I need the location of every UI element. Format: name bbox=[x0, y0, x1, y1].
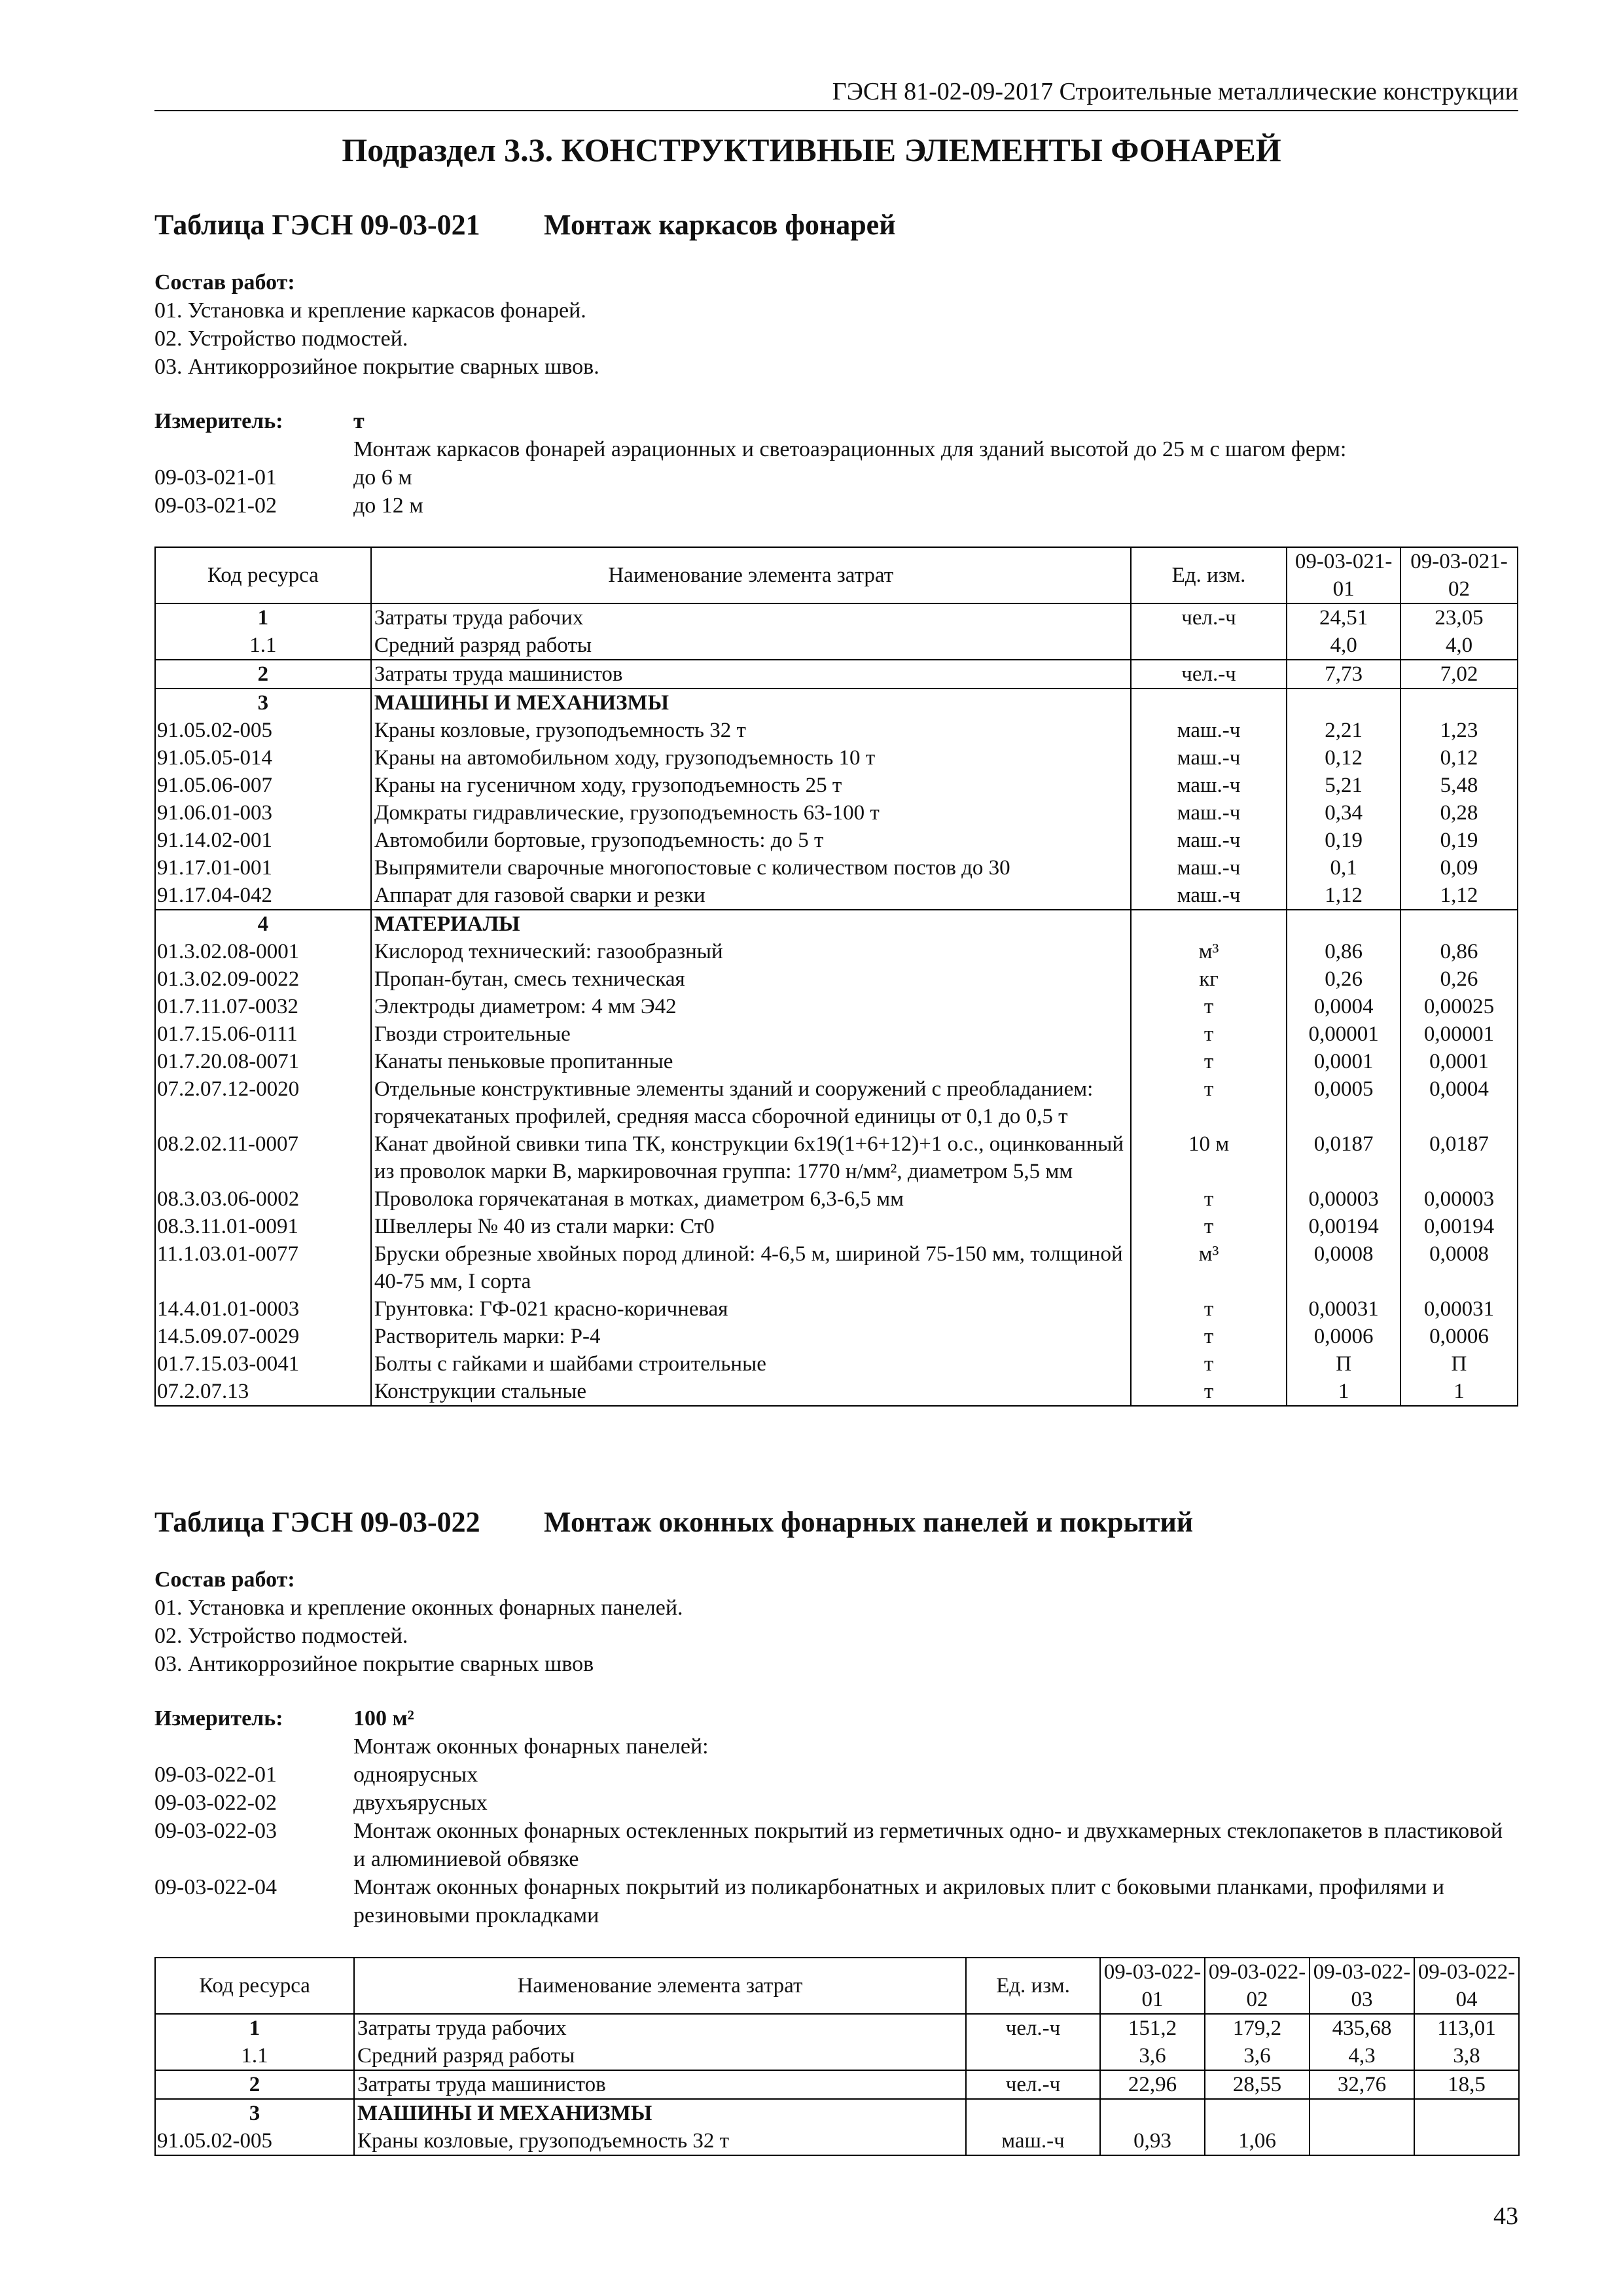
work-heading: Состав работ: bbox=[154, 270, 295, 295]
norm-value: 0,86 bbox=[1400, 938, 1518, 965]
table-row bbox=[155, 938, 1518, 965]
variant-code: 09-03-021-01 bbox=[154, 465, 277, 490]
norm-value bbox=[1287, 689, 1400, 717]
resource-name: Домкраты гидравлические, грузоподъемность 63-100 т bbox=[371, 799, 1131, 827]
resource-unit: маш.-ч bbox=[1131, 717, 1287, 744]
resource-name: Бруски обрезные хвойных пород длиной: 4-6,5 м, шириной 75-150 мм, толщиной 40-75 мм, I сорта bbox=[371, 1240, 1131, 1295]
resource-unit bbox=[1131, 910, 1287, 938]
norm-value: 1,12 bbox=[1287, 882, 1400, 910]
resource-name: Конструкции стальные bbox=[371, 1378, 1131, 1406]
norm-value: 22,96 bbox=[1100, 2070, 1205, 2099]
variant-text: Монтаж оконных фонарных остекленных покрытий из герметичных одно- и двухкамерных стеклопакетов в пластиковой и алюминиевой обвязке bbox=[353, 1819, 1503, 1871]
resource-unit: чел.-ч bbox=[1131, 603, 1287, 632]
norm-value: 0,1 bbox=[1287, 854, 1400, 882]
resource-name: Гвозди строительные bbox=[371, 1020, 1131, 1048]
resource-name: Грунтовка: ГФ-021 красно-коричневая bbox=[371, 1295, 1131, 1323]
norm-value: 0,34 bbox=[1287, 799, 1400, 827]
resource-name: Краны на автомобильном ходу, грузоподъемность 10 т bbox=[371, 744, 1131, 772]
resource-name: Канаты пеньковые пропитанные bbox=[371, 1048, 1131, 1075]
resource-unit: т bbox=[1131, 1075, 1287, 1130]
norm-value: 0,00003 bbox=[1287, 1185, 1400, 1213]
norm-value: 0,0187 bbox=[1400, 1130, 1518, 1185]
meter-label: Измеритель: bbox=[154, 409, 283, 433]
table-row bbox=[155, 689, 1518, 717]
norm-value: 4,0 bbox=[1287, 632, 1400, 660]
norm-value: 4,0 bbox=[1400, 632, 1518, 660]
norm-value: 151,2 bbox=[1100, 2014, 1205, 2042]
resource-unit: маш.-ч bbox=[1131, 882, 1287, 910]
norm-value: 28,55 bbox=[1205, 2070, 1310, 2099]
resource-unit: т bbox=[1131, 1213, 1287, 1240]
norm-value: 0,0005 bbox=[1287, 1075, 1400, 1130]
resource-unit: чел.-ч bbox=[966, 2070, 1100, 2099]
resource-unit: маш.-ч bbox=[1131, 854, 1287, 882]
norm-value: 3,6 bbox=[1205, 2042, 1310, 2070]
resource-unit: м³ bbox=[1131, 1240, 1287, 1295]
variant-code: 09-03-021-02 bbox=[154, 493, 277, 518]
resource-code: 1.1 bbox=[155, 2042, 354, 2070]
table-row bbox=[155, 1350, 1518, 1378]
table-header-row bbox=[155, 547, 1518, 603]
resource-code: 08.2.02.11-0007 bbox=[155, 1130, 371, 1185]
table-row bbox=[155, 2042, 1519, 2070]
variant-code: 09-03-022-01 bbox=[154, 1763, 277, 1787]
resource-unit: т bbox=[1131, 1378, 1287, 1406]
norm-value: П bbox=[1400, 1350, 1518, 1378]
norm-value: 0,86 bbox=[1287, 938, 1400, 965]
header-variant: 09-03-022-03 bbox=[1310, 1958, 1414, 2014]
norm-value: 0,26 bbox=[1400, 965, 1518, 993]
norm-value: 2,21 bbox=[1287, 717, 1400, 744]
norm-value bbox=[1310, 2127, 1414, 2155]
resource-code: 91.17.01-001 bbox=[155, 854, 371, 882]
norm-value: 0,19 bbox=[1400, 827, 1518, 854]
norm-value: 5,48 bbox=[1400, 772, 1518, 799]
table-row bbox=[155, 1213, 1518, 1240]
resource-name: Затраты труда рабочих bbox=[354, 2014, 966, 2042]
table-header-row bbox=[155, 1958, 1519, 2014]
resource-unit: т bbox=[1131, 1295, 1287, 1323]
table-row bbox=[155, 2014, 1519, 2042]
norm-value bbox=[1400, 689, 1518, 717]
resource-code: 01.7.15.06-0111 bbox=[155, 1020, 371, 1048]
resource-name: Краны козловые, грузоподъемность 32 т bbox=[354, 2127, 966, 2155]
meter-intro: Монтаж оконных фонарных панелей: bbox=[353, 1734, 709, 1759]
table-row bbox=[155, 717, 1518, 744]
section-title: Подраздел 3.3. КОНСТРУКТИВНЫЕ ЭЛЕМЕНТЫ ФОНАРЕЙ bbox=[342, 132, 1281, 168]
resource-code: 4 bbox=[155, 910, 371, 938]
resource-name: МАШИНЫ И МЕХАНИЗМЫ bbox=[371, 689, 1131, 717]
norm-value bbox=[1310, 2099, 1414, 2127]
table-row bbox=[155, 910, 1518, 938]
norm-value: 0,00001 bbox=[1400, 1020, 1518, 1048]
header-variant: 09-03-021-01 bbox=[1287, 547, 1400, 603]
norm-value: 435,68 bbox=[1310, 2014, 1414, 2042]
resource-unit: маш.-ч bbox=[1131, 799, 1287, 827]
header-name: Наименование элемента затрат bbox=[354, 1958, 966, 2014]
norm-value: 179,2 bbox=[1205, 2014, 1310, 2042]
resource-code: 14.4.01.01-0003 bbox=[155, 1295, 371, 1323]
resource-unit: т bbox=[1131, 1350, 1287, 1378]
norm-value: 0,0001 bbox=[1287, 1048, 1400, 1075]
work-heading: Состав работ: bbox=[154, 1568, 295, 1592]
norm-value bbox=[1100, 2099, 1205, 2127]
norm-value: 0,0004 bbox=[1287, 993, 1400, 1020]
header-variant: 09-03-022-01 bbox=[1100, 1958, 1205, 2014]
header-variant: 09-03-021-02 bbox=[1400, 547, 1518, 603]
resource-code: 01.7.20.08-0071 bbox=[155, 1048, 371, 1075]
resource-code: 08.3.11.01-0091 bbox=[155, 1213, 371, 1240]
table-row bbox=[155, 1130, 1518, 1185]
resource-code: 3 bbox=[155, 2099, 354, 2127]
running-header bbox=[154, 73, 1518, 111]
norm-value: 0,26 bbox=[1287, 965, 1400, 993]
resource-code: 01.7.11.07-0032 bbox=[155, 993, 371, 1020]
norm-value: 0,12 bbox=[1287, 744, 1400, 772]
resource-name: Пропан-бутан, смесь техническая bbox=[371, 965, 1131, 993]
resource-code: 2 bbox=[155, 2070, 354, 2099]
variant-code: 09-03-022-02 bbox=[154, 1791, 277, 1815]
norm-value: 0,28 bbox=[1400, 799, 1518, 827]
resource-unit: маш.-ч bbox=[1131, 772, 1287, 799]
resource-code: 91.14.02-001 bbox=[155, 827, 371, 854]
norm-value bbox=[1400, 910, 1518, 938]
variant-text: до 6 м bbox=[353, 465, 412, 490]
variant-text: одноярусных bbox=[353, 1763, 478, 1787]
table-1-title: Монтаж каркасов фонарей bbox=[544, 209, 896, 241]
table-row bbox=[155, 1323, 1518, 1350]
table-row bbox=[155, 854, 1518, 882]
resource-name: МАТЕРИАЛЫ bbox=[371, 910, 1131, 938]
table-row bbox=[155, 965, 1518, 993]
resource-name: Выпрямители сварочные многопостовые с количеством постов до 30 bbox=[371, 854, 1131, 882]
resource-unit: т bbox=[1131, 1048, 1287, 1075]
norm-value: 0,00001 bbox=[1287, 1020, 1400, 1048]
header-unit: Ед. изм. bbox=[966, 1958, 1100, 2014]
resource-name: Затраты труда машинистов bbox=[354, 2070, 966, 2099]
table-row bbox=[155, 993, 1518, 1020]
header-name: Наименование элемента затрат bbox=[371, 547, 1131, 603]
norm-value bbox=[1205, 2099, 1310, 2127]
rates-table-1 bbox=[154, 547, 1518, 1407]
resource-name: Растворитель марки: Р-4 bbox=[371, 1323, 1131, 1350]
resource-name: МАШИНЫ И МЕХАНИЗМЫ bbox=[354, 2099, 966, 2127]
table-row bbox=[155, 1048, 1518, 1075]
running-header-text: ГЭСН 81-02-09-2017 Строительные металлические конструкции bbox=[832, 78, 1518, 105]
table-1-code: Таблица ГЭСН 09-03-021 bbox=[154, 209, 480, 241]
norm-value: 1,06 bbox=[1205, 2127, 1310, 2155]
norm-value: 0,00194 bbox=[1400, 1213, 1518, 1240]
resource-code: 91.06.01-003 bbox=[155, 799, 371, 827]
resource-name: Канат двойной свивки типа ТК, конструкции 6х19(1+6+12)+1 о.с., оцинкованный из проволок марки В, маркировочная группа: 1770 н/мм², диаметром 5,5 мм bbox=[371, 1130, 1131, 1185]
norm-value: 0,93 bbox=[1100, 2127, 1205, 2155]
table-row bbox=[155, 1075, 1518, 1130]
norm-value: 0,12 bbox=[1400, 744, 1518, 772]
norm-value: 0,0004 bbox=[1400, 1075, 1518, 1130]
norm-value: 0,0001 bbox=[1400, 1048, 1518, 1075]
resource-unit: чел.-ч bbox=[966, 2014, 1100, 2042]
norm-value: 0,00194 bbox=[1287, 1213, 1400, 1240]
resource-code: 91.05.02-005 bbox=[155, 717, 371, 744]
resource-unit: чел.-ч bbox=[1131, 660, 1287, 689]
norm-value: 3,6 bbox=[1100, 2042, 1205, 2070]
resource-code: 01.7.15.03-0041 bbox=[155, 1350, 371, 1378]
norm-value: 0,0008 bbox=[1287, 1240, 1400, 1295]
resource-unit bbox=[1131, 632, 1287, 660]
table-row bbox=[155, 1020, 1518, 1048]
norm-value: 0,0006 bbox=[1287, 1323, 1400, 1350]
header-unit: Ед. изм. bbox=[1131, 547, 1287, 603]
header-code: Код ресурса bbox=[155, 1958, 354, 2014]
norm-value bbox=[1414, 2127, 1519, 2155]
norm-value: 24,51 bbox=[1287, 603, 1400, 632]
work-item: 02. Устройство подмостей. bbox=[154, 327, 408, 351]
norm-value: 32,76 bbox=[1310, 2070, 1414, 2099]
resource-code: 01.3.02.09-0022 bbox=[155, 965, 371, 993]
norm-value: 7,73 bbox=[1287, 660, 1400, 689]
norm-value: 0,19 bbox=[1287, 827, 1400, 854]
resource-code: 2 bbox=[155, 660, 371, 689]
resource-unit bbox=[966, 2099, 1100, 2127]
norm-value: 0,00031 bbox=[1287, 1295, 1400, 1323]
resource-name: Проволока горячекатаная в мотках, диаметром 6,3-6,5 мм bbox=[371, 1185, 1131, 1213]
resource-name: Швеллеры № 40 из стали марки: Ст0 bbox=[371, 1213, 1131, 1240]
resource-unit: маш.-ч bbox=[1131, 744, 1287, 772]
resource-code: 91.05.02-005 bbox=[155, 2127, 354, 2155]
table-row bbox=[155, 1295, 1518, 1323]
resource-unit: т bbox=[1131, 1020, 1287, 1048]
norm-value: П bbox=[1287, 1350, 1400, 1378]
resource-name: Кислород технический: газообразный bbox=[371, 938, 1131, 965]
resource-name: Отдельные конструктивные элементы зданий и сооружений с преобладанием: горячекатаных профилей, средняя масса сборочной единицы от 0,1 до 0,5 т bbox=[371, 1075, 1131, 1130]
resource-unit: т bbox=[1131, 1185, 1287, 1213]
resource-unit: кг bbox=[1131, 965, 1287, 993]
meter-unit: т bbox=[353, 409, 365, 433]
norm-value: 0,09 bbox=[1400, 854, 1518, 882]
resource-unit: маш.-ч bbox=[1131, 827, 1287, 854]
header-code: Код ресурса bbox=[155, 547, 371, 603]
resource-name: Затраты труда рабочих bbox=[371, 603, 1131, 632]
header-variant: 09-03-022-02 bbox=[1205, 1958, 1310, 2014]
norm-value: 0,00025 bbox=[1400, 993, 1518, 1020]
resource-unit bbox=[1131, 689, 1287, 717]
resource-code: 07.2.07.12-0020 bbox=[155, 1075, 371, 1130]
norm-value: 7,02 bbox=[1400, 660, 1518, 689]
table-row bbox=[155, 2127, 1519, 2155]
norm-value: 0,00003 bbox=[1400, 1185, 1518, 1213]
resource-name: Аппарат для газовой сварки и резки bbox=[371, 882, 1131, 910]
resource-code: 1.1 bbox=[155, 632, 371, 660]
table-row bbox=[155, 1185, 1518, 1213]
norm-value bbox=[1414, 2099, 1519, 2127]
resource-code: 91.05.05-014 bbox=[155, 744, 371, 772]
norm-value: 23,05 bbox=[1400, 603, 1518, 632]
norm-value: 1,12 bbox=[1400, 882, 1518, 910]
norm-value: 4,3 bbox=[1310, 2042, 1414, 2070]
table-1-work-list bbox=[154, 268, 599, 381]
variant-code: 09-03-022-03 bbox=[154, 1819, 277, 1843]
resource-code: 11.1.03.01-0077 bbox=[155, 1240, 371, 1295]
resource-code: 1 bbox=[155, 2014, 354, 2042]
resource-code: 91.05.06-007 bbox=[155, 772, 371, 799]
resource-name: Средний разряд работы bbox=[354, 2042, 966, 2070]
resource-name: Затраты труда машинистов bbox=[371, 660, 1131, 689]
resource-code: 1 bbox=[155, 603, 371, 632]
variant-text: двухъярусных bbox=[353, 1791, 488, 1815]
table-row bbox=[155, 603, 1518, 632]
work-item: 03. Антикоррозийное покрытие сварных швов bbox=[154, 1652, 594, 1676]
resource-name: Болты с гайками и шайбами строительные bbox=[371, 1350, 1131, 1378]
table-row bbox=[155, 2099, 1519, 2127]
norm-value: 3,8 bbox=[1414, 2042, 1519, 2070]
work-item: 02. Устройство подмостей. bbox=[154, 1624, 408, 1648]
resource-unit: т bbox=[1131, 1323, 1287, 1350]
table-row bbox=[155, 1378, 1518, 1406]
norm-value: 1 bbox=[1287, 1378, 1400, 1406]
resource-unit: м³ bbox=[1131, 938, 1287, 965]
resource-code: 01.3.02.08-0001 bbox=[155, 938, 371, 965]
norm-value: 0,0006 bbox=[1400, 1323, 1518, 1350]
resource-unit: т bbox=[1131, 993, 1287, 1020]
resource-name: Средний разряд работы bbox=[371, 632, 1131, 660]
meter-intro: Монтаж каркасов фонарей аэрационных и светоаэрационных для зданий высотой до 25 м с шагом ферм: bbox=[353, 437, 1347, 461]
header-variant: 09-03-022-04 bbox=[1414, 1958, 1519, 2014]
variant-text: до 12 м bbox=[353, 493, 423, 518]
norm-value: 113,01 bbox=[1414, 2014, 1519, 2042]
meter-label: Измеритель: bbox=[154, 1706, 283, 1731]
table-2-code: Таблица ГЭСН 09-03-022 bbox=[154, 1506, 480, 1538]
resource-code: 08.3.03.06-0002 bbox=[155, 1185, 371, 1213]
norm-value bbox=[1287, 910, 1400, 938]
resource-unit: 10 м bbox=[1131, 1130, 1287, 1185]
table-row bbox=[155, 827, 1518, 854]
norm-value: 0,0187 bbox=[1287, 1130, 1400, 1185]
table-row bbox=[155, 799, 1518, 827]
norm-value: 18,5 bbox=[1414, 2070, 1519, 2099]
table-row bbox=[155, 882, 1518, 910]
norm-value: 0,0008 bbox=[1400, 1240, 1518, 1295]
variant-code: 09-03-022-04 bbox=[154, 1875, 277, 1899]
meter-unit: 100 м² bbox=[353, 1706, 414, 1731]
table-row bbox=[155, 632, 1518, 660]
table-row bbox=[155, 660, 1518, 689]
variant-text: Монтаж оконных фонарных покрытий из поликарбонатных и акриловых плит с боковыми планками, профилями и резиновыми прокладками bbox=[353, 1875, 1444, 1928]
norm-value: 1 bbox=[1400, 1378, 1518, 1406]
resource-unit bbox=[966, 2042, 1100, 2070]
rates-table-2 bbox=[154, 1957, 1520, 2156]
work-item: 01. Установка и крепление каркасов фонарей. bbox=[154, 298, 586, 323]
table-2-work-list bbox=[154, 1566, 683, 1678]
resource-name: Краны козловые, грузоподъемность 32 т bbox=[371, 717, 1131, 744]
resource-code: 07.2.07.13 bbox=[155, 1378, 371, 1406]
table-row bbox=[155, 1240, 1518, 1295]
norm-value: 0,00031 bbox=[1400, 1295, 1518, 1323]
table-2-title: Монтаж оконных фонарных панелей и покрытий bbox=[544, 1506, 1194, 1538]
table-row bbox=[155, 772, 1518, 799]
resource-code: 3 bbox=[155, 689, 371, 717]
resource-name: Автомобили бортовые, грузоподъемность: до 5 т bbox=[371, 827, 1131, 854]
table-row bbox=[155, 2070, 1519, 2099]
resource-name: Электроды диаметром: 4 мм Э42 bbox=[371, 993, 1131, 1020]
work-item: 01. Установка и крепление оконных фонарных панелей. bbox=[154, 1596, 683, 1620]
page-number: 43 bbox=[1493, 2202, 1518, 2230]
resource-code: 91.17.04-042 bbox=[155, 882, 371, 910]
norm-value: 5,21 bbox=[1287, 772, 1400, 799]
work-item: 03. Антикоррозийное покрытие сварных швов. bbox=[154, 355, 599, 379]
resource-unit: маш.-ч bbox=[966, 2127, 1100, 2155]
table-row bbox=[155, 744, 1518, 772]
norm-value: 1,23 bbox=[1400, 717, 1518, 744]
resource-name: Краны на гусеничном ходу, грузоподъемность 25 т bbox=[371, 772, 1131, 799]
table-2-meter bbox=[154, 1704, 1518, 1929]
resource-code: 14.5.09.07-0029 bbox=[155, 1323, 371, 1350]
table-1-meter bbox=[154, 407, 1518, 520]
